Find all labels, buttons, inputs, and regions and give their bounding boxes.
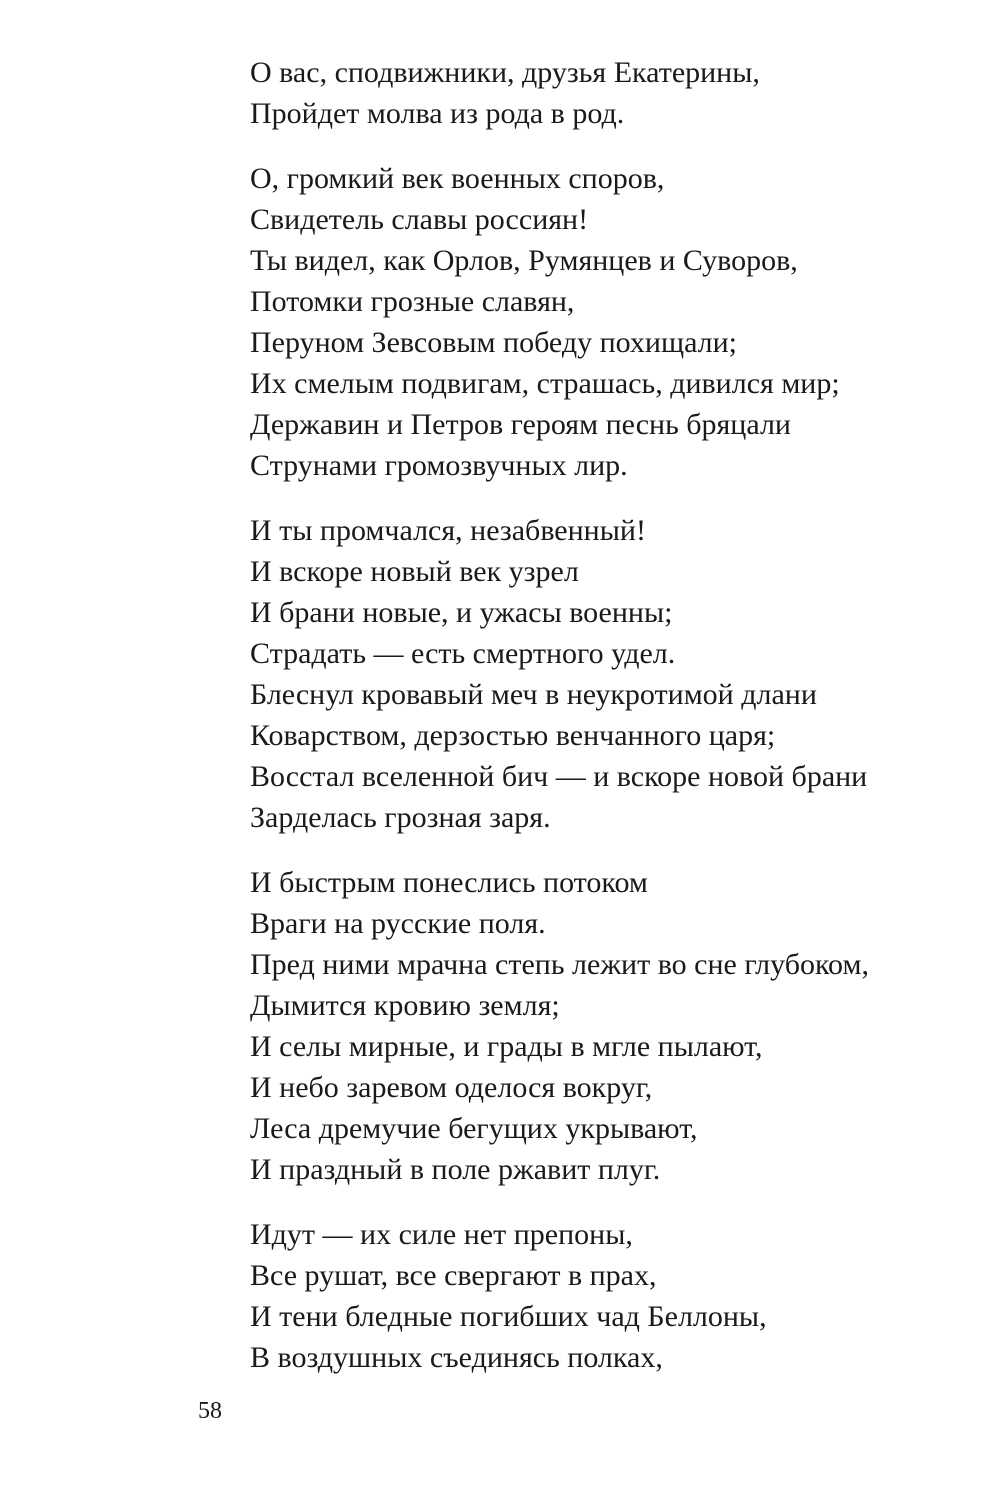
poem-line: И праздный в поле ржавит плуг. bbox=[250, 1153, 661, 1186]
poem-line: И тени бледные погибших чад Беллоны, bbox=[250, 1300, 767, 1333]
poem-line: Пройдет молва из рода в род. bbox=[250, 97, 625, 130]
poem-line: И селы мирные, и грады в мгле пылают, bbox=[250, 1030, 763, 1063]
poem-line: В воздушных съединясь полках, bbox=[250, 1341, 663, 1374]
poem-line: Державин и Петров героям песнь бряцали bbox=[250, 408, 791, 441]
poem-line: Коварством, дерзостью венчанного царя; bbox=[250, 719, 776, 752]
poem-line: Ты видел, как Орлов, Румянцев и Суворов, bbox=[250, 244, 798, 277]
stanza-1 bbox=[250, 52, 970, 134]
stanza-2 bbox=[250, 158, 970, 486]
poem-line: Перуном Зевсовым победу похищали; bbox=[250, 326, 738, 359]
poem-line: О, громкий век военных споров, bbox=[250, 162, 665, 195]
poem-line: Леса дремучие бегущих укрывают, bbox=[250, 1112, 698, 1145]
poem-line: Страдать — есть смертного удел. bbox=[250, 637, 676, 670]
poem-line: Зарделась грозная заря. bbox=[250, 801, 551, 834]
poem-line: И ты промчался, незабвенный! bbox=[250, 514, 646, 547]
poem-line: Струнами громозвучных лир. bbox=[250, 449, 628, 482]
poem-line: Пред ними мрачна степь лежит во сне глубоком, bbox=[250, 948, 869, 981]
stanza-5 bbox=[250, 1214, 970, 1378]
page-number: 58 bbox=[198, 1398, 222, 1424]
poem-line: Идут — их силе нет препоны, bbox=[250, 1218, 633, 1251]
poem-line: Блеснул кровавый меч в неукротимой длани bbox=[250, 678, 817, 711]
poem-line: О вас, сподвижники, друзья Екатерины, bbox=[250, 56, 760, 89]
stanza-4 bbox=[250, 862, 970, 1190]
poem-line: Их смелым подвигам, страшась, дивился мир; bbox=[250, 367, 840, 400]
poem-line: Восстал вселенной бич — и вскоре новой брани bbox=[250, 760, 868, 793]
poem-line: Потомки грозные славян, bbox=[250, 285, 575, 318]
poem-line: И небо заревом оделося вокруг, bbox=[250, 1071, 653, 1104]
poem-line: Свидетель славы россиян! bbox=[250, 203, 589, 236]
poem-line: Все рушат, все свергают в прах, bbox=[250, 1259, 657, 1292]
poem-text bbox=[250, 52, 970, 1402]
poem-line: И брани новые, и ужасы военны; bbox=[250, 596, 673, 629]
poem-line: Дымится кровию земля; bbox=[250, 989, 560, 1022]
stanza-3 bbox=[250, 510, 970, 838]
poem-line: И быстрым понеслись потоком bbox=[250, 866, 648, 899]
poem-line: И вскоре новый век узрел bbox=[250, 555, 579, 588]
poem-line: Враги на русские поля. bbox=[250, 907, 546, 940]
